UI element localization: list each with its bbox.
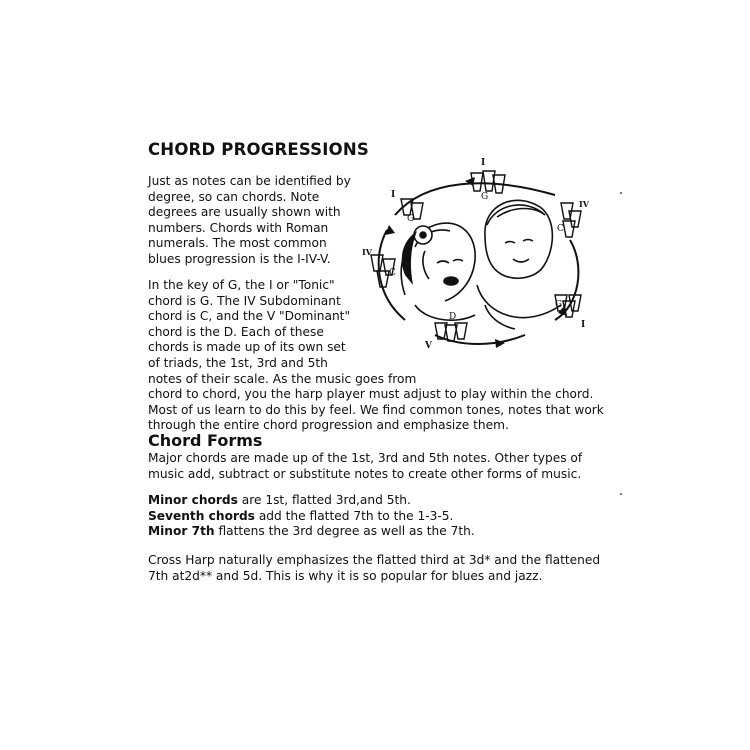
chord-forms-heading: Chord Forms [148,431,263,450]
chord-letter: D [449,312,457,322]
text-line: of triads, the 1st, 3rd and 5th [148,355,328,370]
chord-type-item [148,509,475,525]
degree-label: I [481,158,486,168]
text-line: blues progression is the I-IV-V. [148,251,331,266]
cups-bottom [435,323,467,341]
chord-type-name: Seventh chords [148,508,255,523]
chord-type-item [148,524,475,540]
chord-types-list [148,493,475,540]
text-line: chord is G. The IV Subdominant [148,293,341,308]
text-line: notes of their scale. As the music goes from [148,371,417,386]
text-line: In the key of G, the I or "Tonic" [148,278,335,292]
degree-label: I [391,190,396,200]
chord-type-name: Minor 7th [148,524,215,539]
chord-type-text: are 1st, flatted 3rd,and 5th. [237,493,411,507]
man-figure [477,200,561,329]
page-title: CHORD PROGRESSIONS [148,140,369,159]
speck [620,493,622,495]
cups-top [471,171,505,193]
chord-type-text: add the flatted 7th to the 1-3-5. [254,508,454,523]
speck [620,192,622,194]
chord-type-item [148,493,475,509]
text-line: through the entire chord progression and emphasize them. [148,418,509,433]
arrow-icon [495,339,505,348]
chord-type-name: Minor chords [148,493,238,507]
degree-label: V [425,341,432,351]
text-line: chords is made up of its own set [148,340,346,355]
text-line: degree, so can chords. Note [148,189,320,204]
chord-letter: C [557,224,564,234]
chord-letter: G [481,192,489,202]
chord-letter: C [389,268,396,278]
text-line: chord is the D. Each of these [148,324,324,339]
degree-label: IV [362,247,372,257]
text-line: numerals. The most common [148,236,327,251]
text-line: 7th at2d** and 5d. This is why it is so popular for blues and jazz. [148,568,543,583]
text-line: Just as notes can be identified by [148,174,351,188]
degree-label: I [581,320,586,330]
degree-label: IV [579,199,589,209]
cups-right-top [561,203,581,237]
chord-letter: G [407,214,415,224]
chord-progression-illustration [362,155,605,355]
intro-paragraph [148,174,351,268]
chord-forms-paragraph [148,451,582,482]
chord-type-text: flattens the 3rd degree as well as the 7th. [214,524,475,539]
text-line: numbers. Chords with Roman [148,220,329,235]
text-line: Major chords are made up of the 1st, 3rd and 5th notes. Other types of [148,451,583,465]
chord-letter: G [555,300,563,310]
text-line: music add, subtract or substitute notes to create other forms of music. [148,466,582,481]
text-line: Cross Harp naturally emphasizes the flatted third at 3d* and the flattened [148,553,601,567]
text-line: Most of us learn to do this by feel. We find common tones, notes that work [148,402,604,417]
text-line: chord is C, and the V "Dominant" [148,309,351,324]
text-line: degrees are usually shown with [148,205,341,220]
cross-harp-paragraph [148,553,600,584]
text-line: chord to chord, you the harp player must adjust to play within the chord. [148,387,594,402]
